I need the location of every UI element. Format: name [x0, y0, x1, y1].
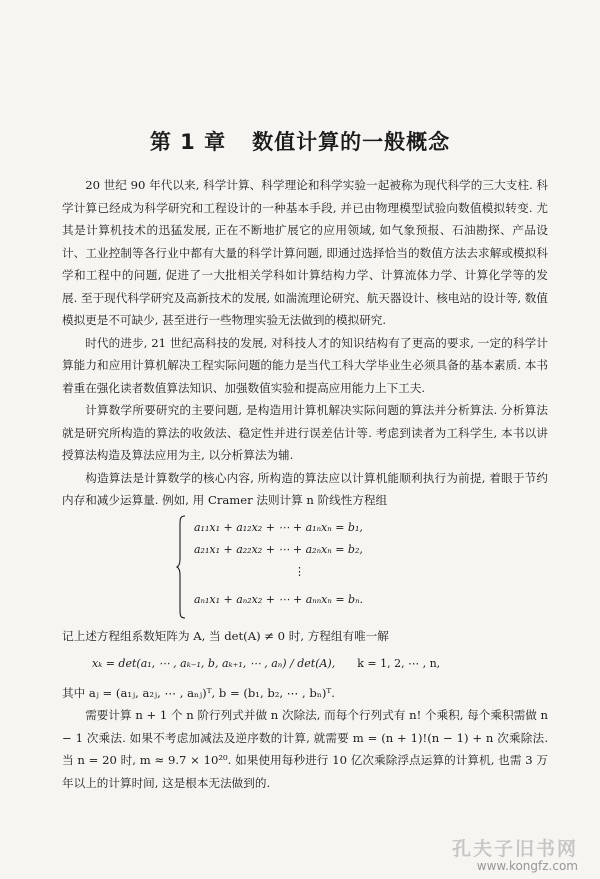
chapter-number: 第 1 章: [149, 130, 227, 154]
watermark-url: www.kongfz.com: [476, 859, 578, 873]
paragraph-5: 记上述方程组系数矩阵为 A, 当 det(A) ≠ 0 时, 方程组有唯一解: [62, 628, 389, 643]
paragraph-6: 其中 aⱼ = (a₁ⱼ, a₂ⱼ, ⋯ , aₙⱼ)ᵀ, b = (b₁, b₂, ⋯ , bₙ)ᵀ.: [62, 685, 335, 700]
solution-expression: xₖ = det(a₁, ⋯ , aₖ₋₁, b, aₖ₊₁, ⋯ , aₙ) / det(A),: [92, 657, 336, 670]
chapter-name: 数值计算的一般概念: [252, 130, 451, 154]
equation-vdots: ⋮: [294, 564, 305, 578]
watermark-text: 孔夫子旧书网: [451, 838, 578, 860]
cramer-solution-formula: [92, 653, 548, 676]
paragraph-7: 需要计算 n + 1 个 n 阶行列式并做 n 次除法, 而每个行列式有 n! 个乘积, 每个乘积需做 n − 1 次乘法. 如果不考虑加减法及逆序数的计算, 就需要 m = (n + 1)!(n − 1) + n 次乘除法. 当 n = 20 时, m ≈ 9.7 × 10²⁰. 如果使用每秒进行 10 亿次乘除浮点运算的计算机, 也需 3 万年以上的计算时间, 这是根本无法做到的.: [62, 708, 548, 790]
paragraph-4: 构造算法是计算数学的核心内容, 所构造的算法应以计算机能顺利执行为前提, 着眼于节约内存和减少运算量. 例如, 用 Cramer 法则计算 n 阶线性方程组: [62, 470, 548, 507]
chapter-body: [62, 174, 548, 794]
paragraph-2: 时代的进步, 21 世纪高科技的发展, 对科技人才的知识结构有了更高的要求, 一定的科学计算能力和应用计算机解决工程实际问题的能力是当代工科大学毕业生必须具备的基本素质. 本书着重在强化读者数值算法知识、加强数值实验和提高应用能力上下工夫.: [62, 335, 548, 395]
linear-system: [176, 517, 548, 619]
equation-row-2: a₂₁x₁ + a₂₂x₂ + ⋯ + a₂ₙxₙ = b₂,: [194, 542, 363, 556]
equation-row-n: aₙ₁x₁ + aₙ₂x₂ + ⋯ + aₙₙxₙ = bₙ.: [194, 592, 364, 606]
left-brace-icon: [176, 515, 186, 619]
watermark: [452, 834, 578, 873]
chapter-title: [0, 126, 600, 156]
solution-index-range: k = 1, 2, ⋯ , n,: [357, 657, 441, 670]
equation-row-1: a₁₁x₁ + a₁₂x₂ + ⋯ + a₁ₙxₙ = b₁,: [194, 520, 363, 534]
paragraph-3: 计算数学所要研究的主要问题, 是构造用计算机解决实际问题的算法并分析算法. 分析算法就是研究所构造的算法的收敛法、稳定性并进行误差估计等. 考虑到读者为工科学生, 本书以讲授算法构造及算法应用为主, 以分析算法为辅.: [62, 403, 548, 462]
paragraph-1: 20 世纪 90 年代以来, 科学计算、科学理论和科学实验一起被称为现代科学的三大支柱. 科学计算已经成为科学研究和工程设计的一种基本手段, 并已由物理模型试验向数值模拟转变. 尤其是计算机技术的迅猛发展, 正在不断地扩展它的应用领域, 如气象预报、石油勘探、产品设计、工业控制等各行业中都有大量的科学计算问题, 即通过选择恰当的数值方法去求解或模拟科学和工程中的问题, 促进了一大批相关学科如计算结构力学、计算流体力学、计算化学等的发展. 至于现代科学研究及高新技术的发展, 如湍流理论研究、航天器设计、核电站的设计等, 数值模拟更是不可缺少, 甚至进行一些物理实验无法做到的模拟研究.: [62, 178, 548, 327]
